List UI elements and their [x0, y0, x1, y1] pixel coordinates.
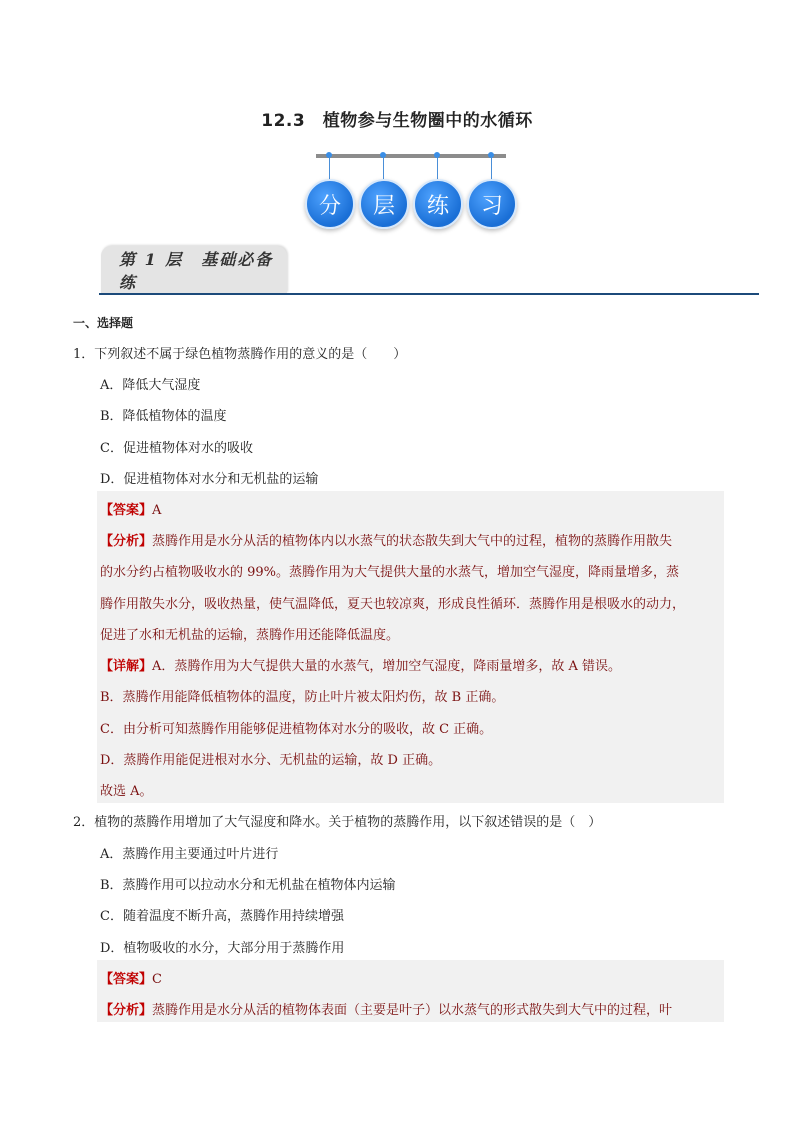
detail-text: A．蒸腾作用为大气提供大量的水蒸气，增加空气湿度，降雨量增多，故 A 错误。: [152, 659, 622, 674]
banner-stem: [329, 158, 330, 180]
question-2-option-b: B．蒸腾作用可以拉动水分和无机盐在植物体内运输: [100, 878, 396, 893]
detail-tag: 【详解】: [100, 659, 153, 674]
banner-stem: [491, 158, 492, 180]
question-2-option-c: C．随着温度不断升高，蒸腾作用持续增强: [100, 909, 344, 924]
answer-value: C: [152, 972, 162, 987]
question-1-option-c: C．促进植物体对水的吸收: [100, 441, 253, 456]
question-2-answer: [100, 968, 162, 987]
banner-stem: [437, 158, 438, 180]
question-1-detail-line: [100, 655, 621, 674]
level-divider: [99, 293, 759, 295]
question-1-detail-line: B．蒸腾作用能降低植物体的温度，防止叶片被太阳灼伤，故 B 正确。: [100, 690, 505, 705]
question-1-conclusion: 故选 A。: [100, 784, 153, 799]
question-2-option-d: D．植物吸收的水分，大部分用于蒸腾作用: [100, 941, 345, 956]
question-1-stem: 1．下列叙述不属于绿色植物蒸腾作用的意义的是（ ）: [73, 347, 407, 362]
analysis-tag: 【分析】: [100, 534, 153, 549]
question-1-option-a: A．降低大气湿度: [100, 378, 201, 393]
page-title: 12.3 植物参与生物圈中的水循环: [261, 111, 533, 131]
analysis-tag: 【分析】: [100, 1003, 153, 1018]
question-2-analysis-line: [100, 999, 672, 1018]
banner-bar: [316, 154, 506, 158]
question-1-option-d: D．促进植物体对水分和无机盐的运输: [100, 472, 319, 487]
question-1-detail-line: D．蒸腾作用能促进根对水分、无机盐的运输，故 D 正确。: [100, 753, 442, 768]
question-1-analysis-line: [100, 530, 672, 549]
question-1-analysis-line: 腾作用散失水分，吸收热量，使气温降低，夏天也较凉爽，形成良性循环．蒸腾作用是根吸水的动力，: [100, 597, 686, 612]
banner-circle: 习: [467, 179, 517, 229]
level-tab: [101, 246, 287, 293]
banner-circle: 分: [305, 179, 355, 229]
analysis-text: 蒸腾作用是水分从活的植物体表面（主要是叶子）以水蒸气的形式散失到大气中的过程，叶: [152, 1003, 673, 1018]
answer-tag: 【答案】: [100, 972, 153, 987]
question-2-stem: 2．植物的蒸腾作用增加了大气湿度和降水。关于植物的蒸腾作用，以下叙述错误的是（ ）: [73, 815, 602, 830]
question-1-detail-line: C．由分析可知蒸腾作用能够促进植物体对水分的吸收，故 C 正确。: [100, 722, 493, 737]
question-2-option-a: A．蒸腾作用主要通过叶片进行: [100, 847, 279, 862]
question-1-answer: [100, 499, 161, 518]
level-label: 第 1 层 基础必备练: [119, 249, 274, 292]
analysis-text: 蒸腾作用是水分从活的植物体内以水蒸气的状态散失到大气中的过程，植物的蒸腾作用散失: [152, 534, 673, 549]
banner-circle: 层: [359, 179, 409, 229]
banner-stem: [383, 158, 384, 180]
answer-value: A: [152, 503, 162, 518]
section-heading: 一、选择题: [73, 316, 134, 330]
banner-circle: 练: [413, 179, 463, 229]
question-1-analysis-line: 的水分约占植物吸收水的 99%。蒸腾作用为大气提供大量的水蒸气，增加空气湿度，降雨量增多，蒸: [100, 565, 680, 580]
question-1-option-b: B．降低植物体的温度: [100, 409, 227, 424]
question-1-analysis-line: 促进了水和无机盐的运输，蒸腾作用还能降低温度。: [100, 628, 400, 643]
answer-tag: 【答案】: [100, 503, 153, 518]
